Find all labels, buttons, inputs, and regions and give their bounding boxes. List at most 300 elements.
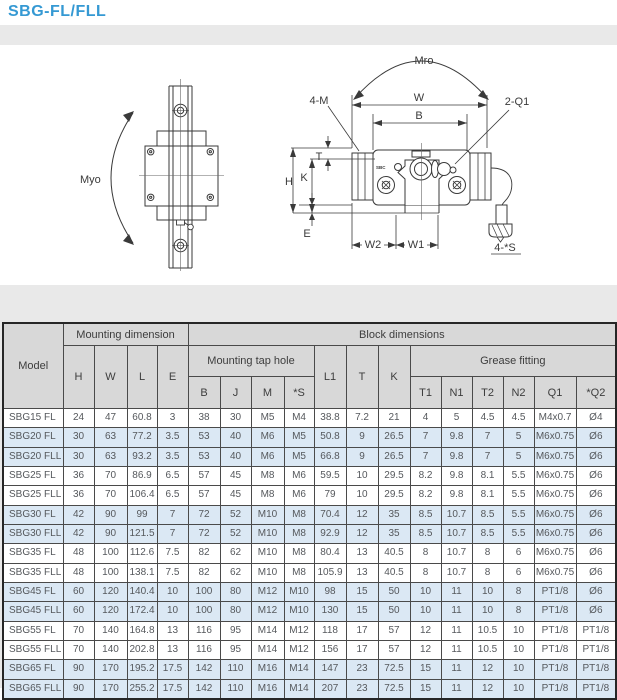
value-cell: 106.4 xyxy=(127,486,157,505)
value-cell: 23 xyxy=(346,660,378,679)
value-cell: 11 xyxy=(441,582,472,601)
value-cell: 40 xyxy=(220,428,251,447)
value-cell: 202.8 xyxy=(127,640,157,659)
value-cell: 5.5 xyxy=(503,524,534,543)
value-cell: 147 xyxy=(314,660,346,679)
value-cell: 100 xyxy=(94,544,127,563)
value-cell: 7 xyxy=(472,447,503,466)
value-cell: 90 xyxy=(94,524,127,543)
value-cell: M10 xyxy=(284,582,314,601)
value-cell: 93.2 xyxy=(127,447,157,466)
table-row xyxy=(3,447,616,466)
value-cell: M14 xyxy=(284,679,314,699)
header-col-e: E xyxy=(157,346,188,409)
value-cell: M8 xyxy=(284,563,314,582)
value-cell: Ø6 xyxy=(576,524,616,543)
value-cell: 121.5 xyxy=(127,524,157,543)
value-cell: 17 xyxy=(346,640,378,659)
value-cell: 7.5 xyxy=(157,544,188,563)
value-cell: 50.8 xyxy=(314,428,346,447)
value-cell: 100 xyxy=(94,563,127,582)
value-cell: 10.7 xyxy=(441,544,472,563)
w-label: W xyxy=(413,92,425,104)
value-cell: 30 xyxy=(220,409,251,428)
model-cell: SBG30 FLL xyxy=(3,524,63,543)
value-cell: 57 xyxy=(188,466,220,485)
value-cell: 35 xyxy=(378,505,410,524)
value-cell: 36 xyxy=(63,466,94,485)
value-cell: 10.5 xyxy=(472,640,503,659)
value-cell: M10 xyxy=(251,544,284,563)
value-cell: 15 xyxy=(410,679,441,699)
value-cell: 10 xyxy=(503,660,534,679)
value-cell: 72 xyxy=(188,505,220,524)
e-dimension xyxy=(299,193,352,226)
value-cell: 48 xyxy=(63,544,94,563)
value-cell: 7 xyxy=(410,428,441,447)
model-cell: SBG30 FL xyxy=(3,505,63,524)
value-cell: 3.5 xyxy=(157,428,188,447)
value-cell: 5.5 xyxy=(503,486,534,505)
four-m-label: 4-M xyxy=(309,95,329,107)
value-cell: 7 xyxy=(157,524,188,543)
value-cell: M8 xyxy=(284,544,314,563)
value-cell: 15 xyxy=(346,582,378,601)
value-cell: 110 xyxy=(220,660,251,679)
value-cell: 8 xyxy=(472,563,503,582)
value-cell: PT1/8 xyxy=(534,602,576,621)
value-cell: 170 xyxy=(94,679,127,699)
value-cell: 12 xyxy=(410,621,441,640)
value-cell: M6x0.75 xyxy=(534,505,576,524)
value-cell: PT1/8 xyxy=(576,640,616,659)
value-cell: M8 xyxy=(251,486,284,505)
value-cell: 50 xyxy=(378,602,410,621)
value-cell: 45 xyxy=(220,466,251,485)
value-cell: 60.8 xyxy=(127,409,157,428)
value-cell: 7.5 xyxy=(157,563,188,582)
value-cell: M6x0.75 xyxy=(534,486,576,505)
value-cell: 11 xyxy=(441,602,472,621)
value-cell: 26.5 xyxy=(378,447,410,466)
model-cell: SBG65 FLL xyxy=(3,679,63,699)
value-cell: M8 xyxy=(284,505,314,524)
value-cell: 29.5 xyxy=(378,466,410,485)
value-cell: 13 xyxy=(157,640,188,659)
value-cell: 10.7 xyxy=(441,505,472,524)
value-cell: 6.5 xyxy=(157,486,188,505)
value-cell: 6 xyxy=(503,544,534,563)
table-row xyxy=(3,524,616,543)
value-cell: 4.5 xyxy=(503,409,534,428)
header-col-l1: L1 xyxy=(314,346,346,409)
value-cell: M6 xyxy=(284,486,314,505)
value-cell: 9.8 xyxy=(441,447,472,466)
value-cell: M4 xyxy=(284,409,314,428)
value-cell: 70 xyxy=(94,486,127,505)
value-cell: M8 xyxy=(251,466,284,485)
top-divider-band xyxy=(0,25,617,45)
value-cell: 6.5 xyxy=(157,466,188,485)
value-cell: 60 xyxy=(63,602,94,621)
value-cell: M6x0.75 xyxy=(534,524,576,543)
value-cell: Ø6 xyxy=(576,486,616,505)
model-cell: SBG35 FL xyxy=(3,544,63,563)
value-cell: 38.8 xyxy=(314,409,346,428)
value-cell: 57 xyxy=(378,621,410,640)
table-row xyxy=(3,602,616,621)
rail-block-top-view-drawing xyxy=(75,55,295,293)
value-cell: 5.5 xyxy=(503,466,534,485)
value-cell: Ø4 xyxy=(576,409,616,428)
t-label: T xyxy=(315,151,323,163)
value-cell: PT1/8 xyxy=(534,582,576,601)
value-cell: 52 xyxy=(220,524,251,543)
value-cell: PT1/8 xyxy=(576,660,616,679)
value-cell: 10.5 xyxy=(472,621,503,640)
value-cell: Ø6 xyxy=(576,466,616,485)
value-cell: 105.9 xyxy=(314,563,346,582)
header-col-j: J xyxy=(220,377,251,409)
value-cell: 11 xyxy=(441,621,472,640)
value-cell: 99 xyxy=(127,505,157,524)
value-cell: 10 xyxy=(503,640,534,659)
value-cell: PT1/8 xyxy=(534,679,576,699)
myo-arc xyxy=(111,113,133,243)
header-col-q2: *Q2 xyxy=(576,377,616,409)
value-cell: PT1/8 xyxy=(534,640,576,659)
model-cell: SBG25 FL xyxy=(3,466,63,485)
value-cell: 42 xyxy=(63,505,94,524)
value-cell: 12 xyxy=(472,679,503,699)
value-cell: 10 xyxy=(472,582,503,601)
value-cell: 8 xyxy=(503,602,534,621)
value-cell: M10 xyxy=(251,524,284,543)
four-m-leader xyxy=(328,106,359,151)
right-wing xyxy=(470,153,491,200)
table-row xyxy=(3,409,616,428)
value-cell: PT1/8 xyxy=(576,679,616,699)
header-col-h: H xyxy=(63,346,94,409)
value-cell: 90 xyxy=(63,660,94,679)
model-cell: SBG15 FL xyxy=(3,409,63,428)
two-q1-label: 2-Q1 xyxy=(504,96,530,108)
value-cell: 8 xyxy=(410,563,441,582)
value-cell: 7 xyxy=(157,505,188,524)
value-cell: 207 xyxy=(314,679,346,699)
value-cell: 40.5 xyxy=(378,544,410,563)
value-cell: 10 xyxy=(157,602,188,621)
value-cell: 11 xyxy=(441,679,472,699)
value-cell: 40.5 xyxy=(378,563,410,582)
value-cell: 23 xyxy=(346,679,378,699)
value-cell: 38 xyxy=(188,409,220,428)
header-col-s: *S xyxy=(284,377,314,409)
value-cell: 60 xyxy=(63,582,94,601)
value-cell: 140 xyxy=(94,640,127,659)
dimension-table xyxy=(2,322,617,700)
value-cell: Ø6 xyxy=(576,544,616,563)
value-cell: 45 xyxy=(220,486,251,505)
value-cell: 10 xyxy=(503,621,534,640)
value-cell: 50 xyxy=(378,582,410,601)
value-cell: 140 xyxy=(94,621,127,640)
value-cell: 7 xyxy=(472,428,503,447)
value-cell: 5.5 xyxy=(503,505,534,524)
value-cell: M16 xyxy=(251,660,284,679)
value-cell: M10 xyxy=(251,563,284,582)
value-cell: M10 xyxy=(284,602,314,621)
value-cell: 9.8 xyxy=(441,428,472,447)
value-cell: 5 xyxy=(503,447,534,466)
value-cell: M6x0.75 xyxy=(534,544,576,563)
value-cell: M5 xyxy=(284,428,314,447)
value-cell: 12 xyxy=(410,640,441,659)
value-cell: 156 xyxy=(314,640,346,659)
value-cell: 120 xyxy=(94,602,127,621)
value-cell: 53 xyxy=(188,428,220,447)
value-cell: M5 xyxy=(251,409,284,428)
value-cell: 17.5 xyxy=(157,660,188,679)
value-cell: 120 xyxy=(94,582,127,601)
value-cell: 10 xyxy=(346,466,378,485)
header-block-dimensions: Block dimensions xyxy=(188,323,616,346)
value-cell: 10.7 xyxy=(441,563,472,582)
header-col-b: B xyxy=(188,377,220,409)
value-cell: Ø6 xyxy=(576,602,616,621)
value-cell: 8 xyxy=(472,544,503,563)
value-cell: M6x0.75 xyxy=(534,563,576,582)
value-cell: 90 xyxy=(63,679,94,699)
value-cell: 53 xyxy=(188,447,220,466)
header-col-q1: Q1 xyxy=(534,377,576,409)
value-cell: 100 xyxy=(188,582,220,601)
value-cell: 11 xyxy=(441,640,472,659)
value-cell: 57 xyxy=(378,640,410,659)
value-cell: M6 xyxy=(251,447,284,466)
value-cell: 52 xyxy=(220,505,251,524)
h-label: H xyxy=(285,176,293,188)
value-cell: M14 xyxy=(284,660,314,679)
value-cell: 9 xyxy=(346,428,378,447)
value-cell: M4x0.7 xyxy=(534,409,576,428)
value-cell: M12 xyxy=(284,640,314,659)
value-cell: 15 xyxy=(346,602,378,621)
value-cell: 62 xyxy=(220,544,251,563)
value-cell: 62 xyxy=(220,563,251,582)
value-cell: 12 xyxy=(346,505,378,524)
value-cell: M14 xyxy=(251,640,284,659)
value-cell: 8.5 xyxy=(472,505,503,524)
model-cell: SBG65 FL xyxy=(3,660,63,679)
value-cell: 30 xyxy=(63,447,94,466)
value-cell: Ø6 xyxy=(576,563,616,582)
value-cell: 10 xyxy=(503,679,534,699)
value-cell: 57 xyxy=(188,486,220,505)
table-row xyxy=(3,563,616,582)
header-col-w: W xyxy=(94,346,127,409)
value-cell: 142 xyxy=(188,660,220,679)
value-cell: 26.5 xyxy=(378,428,410,447)
header-col-t: T xyxy=(346,346,378,409)
header-mounting-tap-hole: Mounting tap hole xyxy=(188,346,314,377)
header-mounting-dimension: Mounting dimension xyxy=(63,323,188,346)
left-wing xyxy=(352,153,373,200)
value-cell: 3.5 xyxy=(157,447,188,466)
value-cell: 3 xyxy=(157,409,188,428)
value-cell: 95 xyxy=(220,621,251,640)
value-cell: 8.1 xyxy=(472,486,503,505)
value-cell: 70 xyxy=(94,466,127,485)
value-cell: 5 xyxy=(503,428,534,447)
table-row xyxy=(3,428,616,447)
value-cell: 66.8 xyxy=(314,447,346,466)
value-cell: 70 xyxy=(63,640,94,659)
value-cell: 5 xyxy=(441,409,472,428)
value-cell: 6 xyxy=(503,563,534,582)
header-col-l: L xyxy=(127,346,157,409)
model-cell: SBG20 FLL xyxy=(3,447,63,466)
four-s-label: 4-*S xyxy=(494,242,516,254)
myo-arc-arrowheads xyxy=(123,111,134,245)
value-cell: Ø6 xyxy=(576,505,616,524)
header-col-m: M xyxy=(251,377,284,409)
value-cell: 8.5 xyxy=(410,505,441,524)
value-cell: 118 xyxy=(314,621,346,640)
value-cell: 95 xyxy=(220,640,251,659)
header-col-n1: N1 xyxy=(441,377,472,409)
model-cell: SBG20 FL xyxy=(3,428,63,447)
value-cell: 116 xyxy=(188,640,220,659)
value-cell: 92.9 xyxy=(314,524,346,543)
value-cell: 8.2 xyxy=(410,466,441,485)
header-grease-fitting: Grease fitting xyxy=(410,346,616,377)
value-cell: 8 xyxy=(503,582,534,601)
value-cell: 42 xyxy=(63,524,94,543)
value-cell: PT1/8 xyxy=(576,621,616,640)
value-cell: 77.2 xyxy=(127,428,157,447)
value-cell: 72.5 xyxy=(378,679,410,699)
value-cell: 70.4 xyxy=(314,505,346,524)
value-cell: 29.5 xyxy=(378,486,410,505)
value-cell: 24 xyxy=(63,409,94,428)
value-cell: M12 xyxy=(251,582,284,601)
value-cell: 36 xyxy=(63,486,94,505)
value-cell: 72 xyxy=(188,524,220,543)
value-cell: 10 xyxy=(472,602,503,621)
model-cell: SBG35 FLL xyxy=(3,563,63,582)
value-cell: Ø6 xyxy=(576,428,616,447)
value-cell: 47 xyxy=(94,409,127,428)
value-cell: M6x0.75 xyxy=(534,428,576,447)
value-cell: Ø6 xyxy=(576,447,616,466)
value-cell: 15 xyxy=(410,660,441,679)
value-cell: 10.7 xyxy=(441,524,472,543)
value-cell: 138.1 xyxy=(127,563,157,582)
table-row xyxy=(3,466,616,485)
value-cell: 8.2 xyxy=(410,486,441,505)
value-cell: M6x0.75 xyxy=(534,466,576,485)
block-mounting-hole xyxy=(449,177,466,194)
value-cell: 10 xyxy=(346,486,378,505)
table-row xyxy=(3,582,616,601)
table-body xyxy=(3,409,616,699)
value-cell: 79 xyxy=(314,486,346,505)
header-model: Model xyxy=(3,323,63,409)
value-cell: 13 xyxy=(157,621,188,640)
value-cell: 140.4 xyxy=(127,582,157,601)
k-label: K xyxy=(300,172,308,184)
table-row xyxy=(3,486,616,505)
table-row xyxy=(3,544,616,563)
value-cell: 9.8 xyxy=(441,486,472,505)
value-cell: 10 xyxy=(157,582,188,601)
value-cell: M6 xyxy=(251,428,284,447)
value-cell: M14 xyxy=(251,621,284,640)
model-cell: SBG55 FL xyxy=(3,621,63,640)
value-cell: 164.8 xyxy=(127,621,157,640)
value-cell: 8.5 xyxy=(472,524,503,543)
value-cell: 80.4 xyxy=(314,544,346,563)
header-col-t2: T2 xyxy=(472,377,503,409)
value-cell: 48 xyxy=(63,563,94,582)
value-cell: 80 xyxy=(220,602,251,621)
page-title: SBG-FL/FLL xyxy=(8,3,107,20)
value-cell: 10 xyxy=(410,602,441,621)
mounting-screw xyxy=(489,205,512,242)
value-cell: 12 xyxy=(346,524,378,543)
header-col-n2: N2 xyxy=(503,377,534,409)
value-cell: M6 xyxy=(284,466,314,485)
header-col-t1: T1 xyxy=(410,377,441,409)
value-cell: 59.5 xyxy=(314,466,346,485)
value-cell: PT1/8 xyxy=(534,660,576,679)
value-cell: 13 xyxy=(346,563,378,582)
value-cell: M6x0.75 xyxy=(534,447,576,466)
value-cell: 110 xyxy=(220,679,251,699)
mro-label: Mro xyxy=(414,55,434,67)
value-cell: 9.8 xyxy=(441,466,472,485)
table-row xyxy=(3,660,616,679)
value-cell: 35 xyxy=(378,524,410,543)
value-cell: 40 xyxy=(220,447,251,466)
value-cell: 17.5 xyxy=(157,679,188,699)
value-cell: M12 xyxy=(251,602,284,621)
value-cell: 4.5 xyxy=(472,409,503,428)
value-cell: 7.2 xyxy=(346,409,378,428)
b-label: B xyxy=(415,110,423,122)
model-cell: SBG45 FLL xyxy=(3,602,63,621)
table-row xyxy=(3,679,616,699)
value-cell: 70 xyxy=(63,621,94,640)
myo-label: Myo xyxy=(80,174,101,186)
value-cell: 100 xyxy=(188,602,220,621)
value-cell: 63 xyxy=(94,447,127,466)
value-cell: 21 xyxy=(378,409,410,428)
value-cell: 86.9 xyxy=(127,466,157,485)
value-cell: 98 xyxy=(314,582,346,601)
value-cell: 80 xyxy=(220,582,251,601)
table-row xyxy=(3,505,616,524)
value-cell: M8 xyxy=(284,524,314,543)
value-cell: 82 xyxy=(188,544,220,563)
sbc-logo-text: SBC xyxy=(376,165,386,170)
value-cell: 30 xyxy=(63,428,94,447)
value-cell: 170 xyxy=(94,660,127,679)
value-cell: M16 xyxy=(251,679,284,699)
block-front-view-drawing xyxy=(283,48,613,290)
value-cell: 8.5 xyxy=(410,524,441,543)
